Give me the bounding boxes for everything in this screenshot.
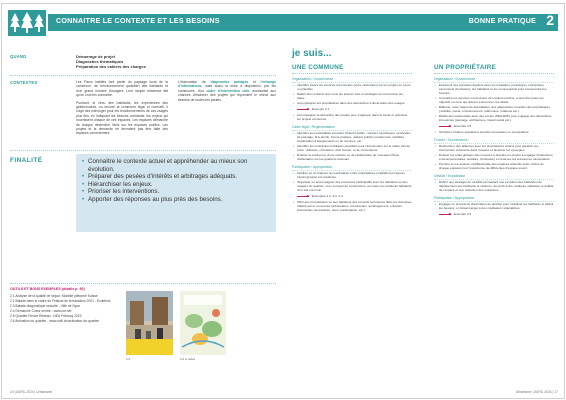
section-label: Cadre légal / Réglementation bbox=[292, 125, 412, 131]
finalite-item: • Apporter des réponses au plus près des besoins. bbox=[88, 196, 270, 204]
divider bbox=[10, 75, 276, 76]
contextes-text-run: , accessible aux chances d'élaborer des projets qui répondent le mieux aux besoins de toutes les parties. bbox=[178, 88, 276, 102]
divider bbox=[10, 150, 276, 151]
page-title: CONNAITRE LE CONTEXTE ET LES BESOINS bbox=[56, 16, 220, 25]
left-page bbox=[2, 4, 285, 398]
column-heading: UN PROPRIÉTAIRE bbox=[434, 64, 554, 74]
tool-item: 2.5 Quartier Fleuve Réseau - NEA Fribourg 2023 bbox=[10, 314, 82, 318]
document-spread bbox=[1, 3, 565, 399]
example-reference-link[interactable]: Exemple 2.6 bbox=[434, 212, 554, 216]
section-label: Organisation / Gouvernance bbox=[434, 77, 554, 83]
example-photo-thumbnail bbox=[126, 291, 173, 355]
contextes-text-run: L'élaboration de bbox=[178, 80, 211, 84]
quand-item: Démarrage de projet bbox=[76, 54, 115, 59]
tool-item: 2.1 Analyse de la qualité de séjour, Mobilité piétonne Suisse bbox=[10, 294, 98, 298]
thumbnail-caption-2: 2.6 à valles bbox=[180, 357, 196, 361]
practice-item: • Organiser ou accompagner des processus participatifs avec les habitants ou des usagers du quartier, où le concept de construction, au mieux les résidents habitants d'un site commun. bbox=[292, 181, 412, 193]
quand-list bbox=[76, 54, 146, 69]
practice-section bbox=[434, 174, 554, 193]
column-commune bbox=[292, 64, 412, 214]
practice-section bbox=[292, 125, 412, 162]
practice-item: • Évaluer la pertinence d'une révision ou de l'élaboration de nouveaux Plans d'affectation sur les quartiers recevant. bbox=[292, 154, 412, 162]
section-label: Foncier / Gouvernance bbox=[434, 138, 554, 144]
practice-section bbox=[292, 114, 412, 122]
column-heading: UNE COMMUNE bbox=[292, 64, 412, 74]
contextes-paragraph-1: Les Parcs habités font partie du paysage local de la commune, de l'environnement quotidien des habitants et d'un grand nombre d'usagers. Leur simple existence fait qu'on croit les connaître. bbox=[76, 80, 168, 98]
practice-item: • Accompagner les propriétaires dans des démarches d'observation des usages. bbox=[292, 102, 412, 106]
left-footer: 24 | AVRIL 2024 | Urbanisme bbox=[10, 390, 53, 394]
tool-item: 2.6 Activation du quartier - www.ccdl.ch/activation-de-quartier bbox=[10, 319, 100, 323]
right-footer: Urbanisme | AVRIL 2024 | 27 bbox=[515, 390, 558, 394]
practice-item: • Identifier toutes les services communaux (voire cantonaux) sur les projets en cours ou planifiés. bbox=[292, 84, 412, 92]
section-label: Gestion / Exploitation bbox=[434, 174, 554, 180]
practice-item: • Offrir aux propriétaires ou aux habitants des conseils techniques dans les domaines traitant par le concernée (arborisation, construction, aménagement, entretien, intervention temporaires, tours, participation, etc.). bbox=[292, 201, 412, 213]
example-reference-link[interactable]: Exemple 2.1 bbox=[292, 107, 412, 111]
practice-item: • Entretenir des contacts réguliers avec les locataires (concierges, entreprises, personnels d'entretien), les habitants et les commerçants pour comprendre les besoins. bbox=[434, 84, 554, 96]
tool-item: 2.4 Démarche Coeur centre - www.cur.net bbox=[10, 309, 72, 313]
chapter-number: 2 bbox=[546, 12, 554, 28]
contextes-text-run: et bbox=[248, 80, 261, 84]
practice-item: • Connaître les services communaux de manière précise, à prendre toutes les objectifs ou ceux qui doivent s'annoncer. les délais. bbox=[434, 97, 554, 105]
practice-section bbox=[292, 165, 412, 198]
quand-item: Diagnostics thématiques bbox=[76, 59, 124, 64]
practice-item: • Engager un processus d'animation de quartier pour mobiliser les habitants et définir les besoins, en faisant appel à des médiateurs spécialistes. bbox=[434, 203, 554, 211]
practice-item: • Évaluer les (côté globaux des mesures à prendre en projets à engager (financières, environnementales, sociales, d'entretien) et réserves les ressources nécessaires. bbox=[434, 154, 554, 162]
quand-label: QUAND bbox=[10, 54, 27, 59]
finalite-label: FINALITÉ bbox=[10, 157, 43, 164]
highlight-cadre: cadre d'intervention clair bbox=[206, 88, 250, 93]
tool-item: 2.3 Balade diagnostique sécurité - Ville de Nyon bbox=[10, 304, 81, 308]
practice-item: • Rechercher des alliances avec les propriétaires voisins pour garantir une intervention cohérente dans l'espace et favoriser les synergies. bbox=[434, 145, 554, 153]
example-map-thumbnail bbox=[180, 291, 226, 355]
section-label: Participation / Appropriation bbox=[292, 165, 412, 171]
practice-item: • Établir des partenariats avec des écoles (HES-EPF) pour engager des démarches innovantes (paysage, architecture, travail social etc.). bbox=[434, 115, 554, 123]
practice-section bbox=[292, 201, 412, 213]
right-page bbox=[284, 4, 565, 398]
left-title-bar bbox=[48, 14, 284, 31]
contextes-paragraph-2: Pourtant, le vécu des habitants, les expériences des gestionnaires, ou encore la commune légal et normatif, il s'agit des interroger pour les fonctionnements de ces usages plus fins, en indiquant les besoins constants, les enjeux qui nourrissent chaque de ces espaces. Les espaces démarche de chaque détermine l'avis sur les espaces publics. Les projets et la demande ne devraient pas être faite des espaces correctement. bbox=[76, 100, 168, 136]
practice-item: • Prendre à une analyse multifactorielle des espaces collectifs selon critère de chaque espaces (sur l'expérience de différentes d'espace ouvert. bbox=[434, 163, 554, 171]
finalite-item: • Prioriser les interventions. bbox=[88, 188, 270, 196]
thumbnail-caption-1: 2.5 bbox=[126, 357, 131, 361]
je-suis-heading: je suis... bbox=[292, 48, 332, 59]
tools-list bbox=[10, 294, 110, 324]
contextes-text bbox=[76, 80, 168, 136]
practice-section bbox=[292, 77, 412, 111]
finalite-item: • Hiérarchiser les enjeux. bbox=[88, 181, 270, 189]
finalite-box bbox=[76, 154, 276, 232]
practice-section bbox=[434, 196, 554, 216]
practice-section bbox=[434, 138, 554, 171]
finalite-item: • Préparer des pesées d'intérêts et arbitrages adéquats. bbox=[88, 173, 270, 181]
example-reference-link[interactable]: Exemple 2.5 bbox=[434, 124, 554, 128]
contextes-text-col2 bbox=[178, 80, 276, 102]
highlight-echange: l'échange d'informations bbox=[178, 80, 277, 89]
practice-item: • S'inspirer d'autres opérations proches innovantes ou exemplaires. bbox=[434, 131, 554, 135]
practice-item: • Faciliter ou co-financer la coordination entre propriétaires (médiation) lorsqu'un intérêt général est manifeste. bbox=[292, 172, 412, 180]
practice-item: • Établir des contacts avec tous les acteurs clés et privilégier les rencontres sur place. bbox=[292, 93, 412, 101]
practice-item: • Identifier les potentialités émanant d'intérêt public : sentiers touristiques, servitudes de passage, fil-à-plomb, bonne pratique, ateliers publics (notamment mobilité), implantation d'équipements ou de services, etc. bbox=[292, 132, 412, 144]
parc-trees-logo bbox=[8, 10, 46, 36]
practice-item: • Accompagner la démarche des projets pour s'appuyer dans la fonde et optimiser les projets concernés. bbox=[292, 114, 412, 122]
section-label: Organisation / Gouvernance bbox=[292, 77, 412, 83]
practice-item: • Identifier les contraintes publiques possibles pour l'intervention sur le milieu foncier privé : distance, circulation, droit foncier, et de conventions. bbox=[292, 145, 412, 153]
tools-heading: OUTILS ET BONS EXEMPLES (détails p. 90) bbox=[10, 287, 85, 291]
practice-section bbox=[434, 77, 554, 128]
example-reference-link[interactable]: Exemples 2.2, 2.3, 2.4 bbox=[292, 194, 412, 198]
right-title-bar bbox=[284, 14, 558, 31]
contextes-text-run: , mais aussi la mise à disposition, par les communes, d'un bbox=[178, 84, 276, 93]
practice-item: • Définir une stratégie de mobilité permettant une évolution des habitudes de déplacement des habitants et visiteurs, au profit d'une meilleure utilisation et qualité de l'espace et une réduction des nuisances. bbox=[434, 181, 554, 193]
finalite-item: • Connaître le contexte actuel et appréhender au mieux son évolution. bbox=[88, 158, 270, 173]
section-label: Participation / Appropriation bbox=[434, 196, 554, 202]
contextes-label: CONTEXTES bbox=[10, 80, 38, 85]
practice-section bbox=[434, 131, 554, 135]
quand-item: Préparation des cahiers des charges bbox=[76, 64, 146, 69]
highlight-diagnostics: diagnostics partagés bbox=[210, 80, 249, 84]
column-proprietaire bbox=[434, 64, 554, 217]
divider bbox=[10, 283, 276, 284]
practice-item: • Élaborer, avec l'appui de spécialistes, des diagnostics complets des propriétaires (mobilité, social, environnement, patrimoine, relations etc.). bbox=[434, 106, 554, 114]
section-title: BONNE PRATIQUE bbox=[468, 16, 536, 25]
tool-item: 2.2 Balade dans le cadre du Festival de la transition 2021 - Ecublens bbox=[10, 299, 111, 303]
